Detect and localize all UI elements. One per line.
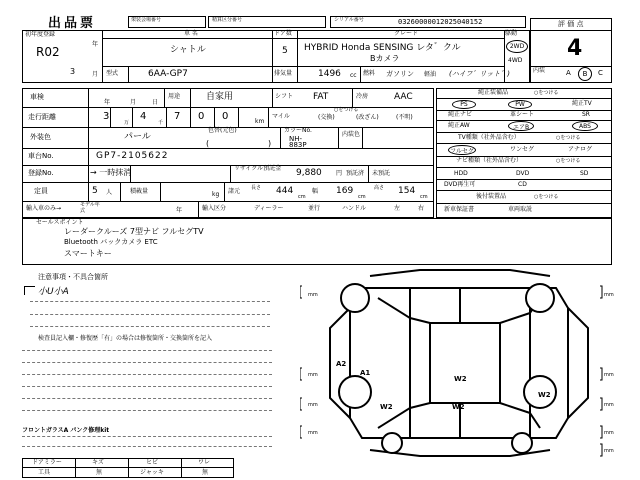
door-label: ドア数 — [274, 30, 292, 37]
drive-2wd-circled: 2WD — [506, 40, 528, 53]
drive-4wd: 4WD — [508, 57, 523, 64]
load-unit: kg — [212, 191, 220, 198]
mm-label-7: mm — [308, 430, 318, 436]
color-no-2: 883P — [289, 141, 307, 149]
odometer-digit-2: 4 — [140, 111, 147, 122]
capacity-label: 定員 — [34, 187, 48, 195]
option-ps-circled: PS — [452, 100, 476, 109]
odometer-digit-1: 3 — [103, 111, 110, 122]
navi-dvd: DVD — [516, 170, 530, 177]
sales-point-line-1: レーダークルーズ 7型ナビ フルセグTV — [64, 227, 204, 236]
mark-a1: A1 — [360, 369, 371, 377]
inspection-label: 車検 — [30, 93, 44, 101]
odometer-thousand-unit: 千 — [158, 120, 164, 126]
mm-label-8: mm — [604, 430, 614, 436]
color-no: NH- — [289, 135, 303, 143]
height-label: 高さ — [374, 185, 385, 191]
mm-label-2: mm — [604, 292, 614, 298]
length-unit: cm — [298, 194, 306, 200]
serial-number-label: シリアル番号 — [334, 17, 364, 23]
odometer-digit-5: 0 — [222, 111, 229, 122]
fuel-hybrid: (ハイフ゛リット゛) — [449, 70, 510, 78]
option-abs-circled: ABS — [572, 121, 598, 131]
exterior-label: 外装色 — [30, 133, 51, 141]
interior-label: 内装 — [533, 67, 546, 74]
import-type-label: 輸入区分 — [202, 205, 227, 212]
load-label: 積載量 — [130, 188, 149, 195]
use-label: 用途 — [168, 93, 181, 100]
mark-w2-front-door: W2 — [380, 403, 393, 411]
cooling-label: 冷房 — [356, 93, 369, 100]
repaint-paren-close: ) — [268, 139, 272, 148]
aftermarket-select-note: ○をつける — [534, 194, 559, 200]
legend-crack: ヒビ — [146, 459, 159, 466]
legend-door-mirror: ドアミラー — [32, 459, 62, 466]
odometer-km-unit: km — [255, 118, 265, 125]
navi-type-label: ナビ種類（社外品含む） — [456, 157, 523, 164]
notes-label: 注意事項・不具合箇所 — [38, 273, 108, 281]
drive-label: 駆動 — [505, 30, 518, 37]
length-label: 長さ — [251, 185, 262, 191]
handle-left: 左 — [394, 205, 401, 212]
capacity-unit: 人 — [106, 189, 113, 196]
option-pw-circled: PW — [508, 100, 532, 109]
option-sunroof: SR — [582, 111, 590, 118]
vin: GP7-2105622 — [96, 151, 169, 161]
front-glass-note: フロントガラスA パンク修理kit — [22, 427, 110, 434]
warranty-book: 新車保証書 — [444, 206, 475, 213]
evaluation-label: 評 価 点 — [558, 20, 584, 28]
navi-sd: SD — [580, 170, 589, 177]
tv-select-note: ○をつける — [556, 135, 581, 141]
height: 154 — [398, 186, 416, 196]
interior-b-circled: B — [578, 67, 592, 81]
navi-dvd-playback: DVD再生可 — [444, 181, 476, 188]
odometer-digit-3: 7 — [174, 111, 181, 122]
mark-w2-rear: W2 — [538, 391, 551, 399]
mm-label-4: mm — [604, 372, 614, 378]
interior-a: A — [566, 69, 571, 77]
reg-no: → 一時抹消 — [90, 168, 132, 177]
import-only-label: 輸入車のみ→ — [26, 205, 62, 212]
tv-fullseg-circled: フルセグ — [448, 145, 476, 155]
venue-number-label: 架装会場番号 — [131, 17, 162, 23]
interior-c: C — [598, 69, 603, 77]
door-count: 5 — [282, 46, 288, 56]
odometer-tampered: (改ざん) — [356, 114, 379, 121]
mm-label-9: mm — [604, 448, 614, 454]
year-unit: 年 — [92, 41, 99, 48]
odometer-digit-4: 0 — [198, 111, 205, 122]
mark-a2: A2 — [336, 360, 347, 368]
sales-point-label: セールスポイント — [36, 219, 84, 226]
handle-label: ハンドル — [342, 205, 367, 212]
recycle-deposited: 預託済 — [346, 170, 365, 177]
inspection-month-unit: 月 — [130, 99, 137, 106]
legend-scratch: キズ — [92, 459, 104, 466]
reg-no-label: 登録No. — [28, 169, 54, 177]
option-factory-tv: 純正TV — [572, 100, 592, 107]
mm-label-6: mm — [604, 402, 614, 408]
equipment-label: 純正装備品 — [478, 89, 509, 96]
use: 自家用 — [206, 92, 234, 102]
aftermarket-label: 後付装置品 — [476, 193, 507, 200]
equipment-select-note: ○をつける — [534, 90, 559, 96]
legend-break: ワレ — [198, 459, 211, 466]
option-factory-navi: 純正ナビ — [448, 111, 473, 118]
import-dealer: ディーラー — [254, 205, 284, 212]
model-label: 型式 — [106, 70, 119, 77]
capacity: 5 — [92, 186, 98, 196]
reg-month: 3 — [70, 67, 76, 76]
settlement-number-label: 精算区分番号 — [212, 17, 243, 23]
owner-manual: 車両取説 — [508, 206, 533, 213]
shift: FAT — [313, 92, 329, 102]
legend-tools: 工具 — [38, 469, 51, 476]
inspection-year-unit: 年 — [104, 99, 111, 106]
reg-year-label: 初年度登録 — [25, 31, 56, 38]
sales-point-line-2: Bluetooth バックカメラ ETC — [64, 238, 158, 246]
repaint-paren: ( — [206, 139, 210, 148]
month-unit: 月 — [92, 71, 99, 78]
displacement: 1496 — [318, 69, 341, 79]
car-name: シャトル — [170, 45, 206, 55]
sheet-title: 出品票 — [48, 16, 97, 31]
notes-bracket-tl — [24, 286, 35, 295]
length: 444 — [276, 186, 294, 196]
width: 169 — [336, 186, 354, 196]
width-unit: cm — [358, 194, 366, 200]
recycle-not-deposited: 未預託 — [372, 170, 391, 177]
vin-label: 車台No. — [28, 152, 54, 160]
navi-cd: CD — [518, 181, 527, 188]
fuel-diesel: 軽油 — [424, 71, 437, 78]
inspection-day-unit: 日 — [152, 99, 159, 106]
option-leather-seats: 革シート — [510, 111, 535, 118]
mark-w2-rear-door: W2 — [452, 403, 465, 411]
cc-unit: cc — [350, 72, 357, 79]
mark-w2-roof: W2 — [454, 375, 467, 383]
mile-label: マイル — [272, 113, 290, 120]
legend-jack: ジャッキ — [140, 469, 164, 476]
model-year-label: モデル年式 — [80, 202, 100, 214]
height-unit: cm — [420, 194, 428, 200]
handle-right: 右 — [418, 205, 425, 212]
import-parallel: 並行 — [308, 205, 321, 212]
odometer-label: 走行距離 — [28, 113, 56, 121]
legend-tools-value: 無 — [96, 469, 103, 476]
recycle-label: リサイクル預託金 — [234, 165, 282, 172]
sales-point-line-3: スマートキー — [64, 249, 112, 258]
recycle-yen: 円 — [336, 170, 343, 177]
car-damage-diagram — [300, 268, 618, 458]
repaint-label: 色替(元色) — [208, 127, 237, 134]
tv-analog: アナログ — [568, 146, 593, 153]
navi-select-note: ○をつける — [556, 158, 581, 164]
evaluation-score: 4 — [567, 36, 583, 61]
model-year-unit: 年 — [176, 207, 183, 214]
model: 6AA-GP7 — [148, 69, 188, 79]
mm-label-3: mm — [308, 372, 318, 378]
odometer-changed: (交換) — [318, 114, 335, 121]
cooling: AAC — [394, 92, 413, 102]
shift-label: シフト — [275, 93, 294, 100]
color-no-label: カラーNo. — [284, 127, 312, 134]
grade: HYBRID Honda SENSING レタ゛クル — [304, 43, 461, 53]
navi-hdd: HDD — [454, 170, 468, 177]
legend-jack-value: 無 — [202, 469, 209, 476]
odometer-unknown: (不明) — [396, 114, 413, 121]
size-label: 諸元 — [228, 188, 241, 195]
serial-number: 03260000012025040152 — [398, 18, 483, 26]
grade-label: グレード — [394, 30, 419, 37]
exterior-color: パール — [124, 132, 151, 142]
inspector-notes-label: 検査員記入欄・修復歴「有」の場合は修復箇所・交換箇所を記入 — [38, 335, 213, 342]
grade-line-2: Bカメラ — [370, 54, 400, 63]
odometer-man-unit: 万 — [124, 120, 130, 126]
option-factory-aw: 純正AW — [448, 122, 470, 129]
mm-label-5: mm — [308, 402, 318, 408]
fuel-label: 燃料 — [363, 70, 376, 77]
recycle-deposit: 9,880 — [296, 168, 322, 178]
interior-color-label: 内装色 — [342, 131, 361, 138]
car-name-label: 車 名 — [184, 30, 198, 37]
reg-year: R02 — [36, 45, 60, 59]
notes-line-1: 小U小A — [38, 287, 69, 297]
odometer-select-note: ○をつける — [334, 107, 359, 113]
cc-label: 排気量 — [274, 70, 293, 77]
tv-oneseg: ワンセグ — [510, 146, 535, 153]
option-airbag-circled: エアB — [508, 121, 534, 131]
mm-label-1: mm — [308, 292, 318, 298]
fuel-gasoline: ガソリン — [386, 70, 414, 78]
tv-type-label: TV種類（社外品含む） — [458, 134, 520, 141]
width-label: 幅 — [312, 188, 319, 195]
